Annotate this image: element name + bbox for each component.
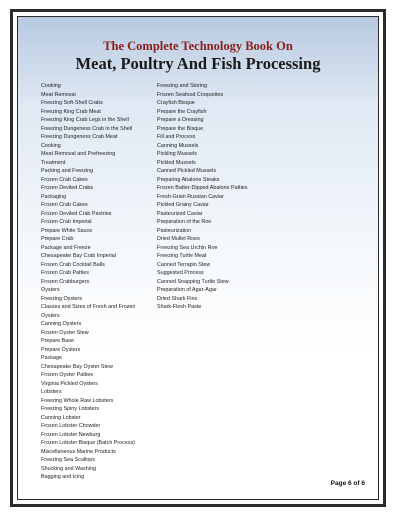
contents-item: Cooking: [41, 83, 61, 89]
book-title: Meat, Poultry And Fish Processing: [75, 54, 321, 73]
contents-item: Meat Removal and Prefreezing: [41, 151, 116, 157]
contents-item: Freezing Spiny Lobsters: [41, 406, 100, 412]
contents-item: Canned Terrapin Stew: [157, 261, 211, 268]
contents-item: Lobsters: [41, 389, 62, 395]
book-subtitle: The Complete Technology Book On: [103, 39, 293, 53]
contents-item: Freezing Soft-Shell Crabs: [41, 100, 103, 106]
page-border: [10, 9, 386, 507]
contents-item: Frozen Lobster Newburg: [41, 431, 101, 438]
contents-item: Oysters: [41, 312, 60, 319]
contents-item: Chesapeake Bay Oyster Stew: [41, 363, 113, 370]
contents-item: Frozen Batter-Dipped Abalone Patties: [157, 185, 248, 191]
contents-right-column: [157, 82, 287, 312]
contents-item: Prepare Oysters: [41, 346, 81, 353]
contents-item: Pickled Grainy Caviar: [157, 202, 209, 208]
contents-item: Chesapeake Bay Crab Imperial: [41, 253, 116, 259]
contents-item: Prepare a Dressing: [157, 117, 204, 123]
contents-item: Canning Lobster: [41, 414, 81, 421]
contents-item: Freezing Sea Scallops: [41, 457, 95, 463]
contents-item: Frozen Crab Patties: [41, 270, 89, 276]
contents-item: Virginia Pickled Oysters: [41, 380, 98, 387]
contents-item: Frozen Deviled Crabs: [41, 185, 94, 191]
contents-item: Suggested Process: [157, 270, 204, 276]
contents-item: Freezing Whole Raw Lobsters: [41, 397, 114, 404]
contents-item: Freezing Oysters: [41, 295, 83, 302]
contents-item: Freezing Dungeness Crab Meat: [41, 134, 118, 140]
contents-item: Frozen Crab Cocktail Balls: [41, 261, 105, 268]
contents-item: Prepare Base: [41, 338, 74, 344]
contents-item: Prepare the Bisque: [157, 125, 204, 132]
contents-left-column: [41, 82, 161, 482]
contents-item: Preparing Abalone Steaks: [157, 176, 220, 183]
contents-item: Freezing King Crab Meat: [41, 108, 101, 115]
contents-item: Freezing and Storing: [157, 83, 208, 89]
contents-item: Frozen Oyster Patties: [41, 372, 94, 378]
contents-item: Frozen Crab Cakes: [41, 202, 88, 208]
contents-item: Freezing King Crab Legs in the Shell: [41, 117, 129, 123]
contents-item: Classes and Sizes of Fresh and Frozen: [41, 304, 136, 310]
contents-item: Preparation of Agar-Agar: [157, 287, 217, 293]
contents-item: Prepare the Crayfish: [157, 108, 207, 115]
contents-item: Meat Removal: [41, 91, 76, 98]
contents-item: Frozen Seafood Croquettes: [157, 91, 224, 98]
contents-item: Fresh-Grain Russian Caviar: [157, 193, 224, 200]
contents-item: Canned Snapping Turtle Stew: [157, 278, 229, 285]
contents-item: Frozen Crab Cakes: [41, 176, 88, 183]
contents-item: Treatment: [41, 159, 66, 166]
contents-item: Dried Mullet Roes: [157, 236, 200, 242]
contents-item: Packing and Freezing: [41, 168, 94, 174]
contents-item: Packaging: [41, 193, 67, 200]
page-panel: [17, 16, 379, 500]
contents-item: Freezing Dungeness Crab in the Shell: [41, 125, 133, 132]
contents-item: Shucking and Washing: [41, 465, 96, 472]
contents-item: Cooking: [41, 142, 61, 149]
contents-item: Miscellaneous Marine Products: [41, 448, 116, 455]
page-number: Page 6 of 6: [330, 480, 365, 487]
contents-item: Freezing Sea Urchin Roe: [157, 244, 218, 251]
contents-item: Frozen Deviled Crab Pastries: [41, 210, 112, 217]
contents-item: Pasteurization: [157, 227, 192, 234]
contents-item: Frozen Oyster Stew: [41, 329, 89, 336]
contents-item: Pasteurized Caviar: [157, 210, 203, 217]
contents-item: Package and Freeze: [41, 244, 91, 251]
contents-item: Shark-Flesh Paste: [157, 304, 202, 310]
contents-item: Prepare Crab: [41, 236, 74, 242]
contents-item: Prepare White Sauce: [41, 227, 93, 234]
contents-item: Canning Mussels: [157, 142, 199, 149]
contents-item: Freezing Turtle Meat: [157, 253, 207, 259]
contents-item: Pickled Mussels: [157, 159, 196, 166]
contents-item: Canned Pickled Mussels: [157, 168, 217, 174]
contents-item: Canning Oysters: [41, 321, 82, 327]
contents-item: Crayfish Bisque: [157, 100, 195, 106]
contents-item: Frozen Lobster Chowder: [41, 423, 101, 429]
contents-item: Frozen Crab Imperial: [41, 219, 92, 225]
contents-item: Bagging and Icing: [41, 474, 85, 480]
contents-item: Frozen Lobster Bisque (Batch Process): [41, 440, 136, 446]
contents-item: Pickling Mussels: [157, 151, 197, 157]
contents-item: Package: [41, 355, 62, 361]
contents-item: Preparation of the Roe: [157, 219, 212, 225]
contents-item: Frozen Crabburgers: [41, 278, 90, 285]
contents-item: Dried Shark Fins: [157, 295, 198, 302]
contents-item: Oysters: [41, 287, 60, 293]
contents-item: Fill and Process: [157, 134, 196, 140]
